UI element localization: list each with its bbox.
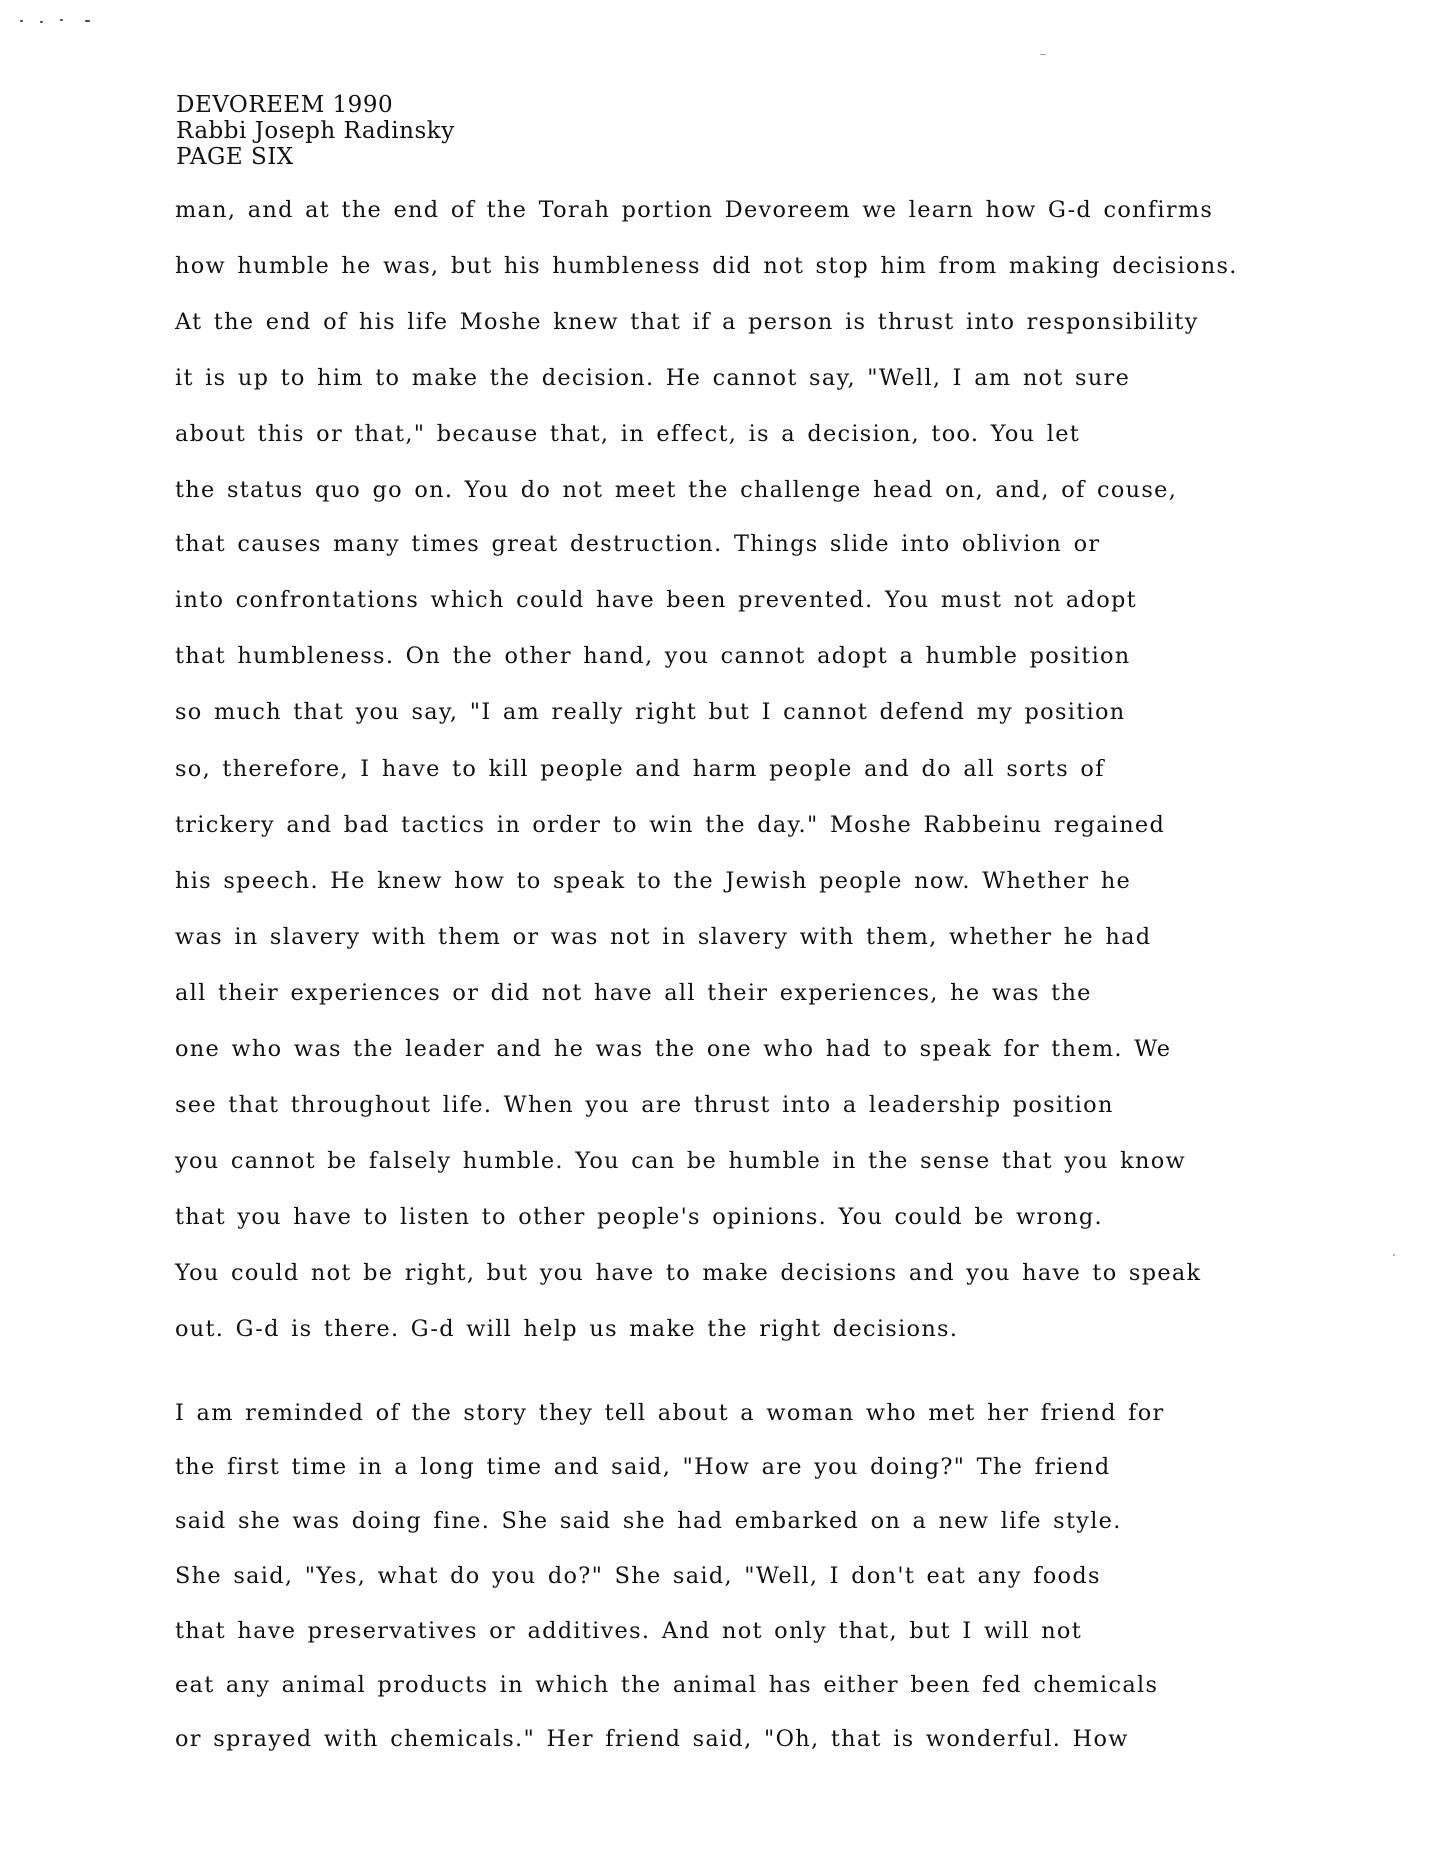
text-line: about this or that," because that, in effect, is a decision, too. You let [175, 421, 1081, 447]
scan-speck [1393, 1254, 1395, 1256]
scan-speck [40, 21, 43, 23]
text-line: it is up to him to make the decision. He cannot say, "Well, I am not sure [175, 365, 1131, 391]
text-line: out. G-d is there. G-d will help us make the right decisions. [175, 1316, 959, 1342]
text-line: one who was the leader and he was the one who had to speak for them. We [175, 1036, 1172, 1062]
text-line: so much that you say, "I am really right but I cannot defend my position [175, 699, 1126, 725]
text-line: You could not be right, but you have to make decisions and you have to speak [175, 1260, 1202, 1286]
text-line: his speech. He knew how to speak to the Jewish people now. Whether he [175, 868, 1132, 894]
header-title: DEVOREEM 1990 [176, 92, 394, 118]
text-line: all their experiences or did not have all their experiences, he was the [175, 980, 1092, 1006]
text-line: the status quo go on. You do not meet the challenge head on, and, of couse, [175, 477, 1178, 503]
text-line: or sprayed with chemicals." Her friend said, "Oh, that is wonderful. How [175, 1726, 1129, 1752]
text-line: that have preservatives or additives. And not only that, but I will not [175, 1618, 1083, 1644]
text-line: see that throughout life. When you are thrust into a leadership position [175, 1092, 1114, 1118]
text-line: into confrontations which could have been prevented. You must not adopt [175, 587, 1137, 613]
text-line: you cannot be falsely humble. You can be humble in the sense that you know [175, 1148, 1187, 1174]
text-line: man, and at the end of the Torah portion Devoreem we learn how G-d confirms [175, 197, 1214, 223]
text-line: eat any animal products in which the animal has either been fed chemicals [175, 1672, 1159, 1698]
document-header [176, 92, 455, 170]
text-line: I am reminded of the story they tell about a woman who met her friend for [175, 1400, 1165, 1426]
text-line: that humbleness. On the other hand, you cannot adopt a humble position [175, 643, 1131, 669]
text-line: said she was doing fine. She said she had embarked on a new life style. [175, 1508, 1122, 1534]
text-line: that causes many times great destruction. Things slide into oblivion or [175, 531, 1101, 557]
text-line: how humble he was, but his humbleness did not stop him from making decisions. [175, 253, 1238, 279]
text-line: was in slavery with them or was not in slavery with them, whether he had [175, 924, 1152, 950]
text-line: trickery and bad tactics in order to win the day." Moshe Rabbeinu regained [175, 812, 1166, 838]
text-line: so, therefore, I have to kill people and harm people and do all sorts of [175, 756, 1105, 782]
scan-speck [20, 20, 23, 22]
text-line: She said, "Yes, what do you do?" She said, "Well, I don't eat any foods [175, 1563, 1101, 1589]
text-line: that you have to listen to other people's opinions. You could be wrong. [175, 1204, 1103, 1230]
text-line: At the end of his life Moshe knew that if a person is thrust into responsibility [175, 309, 1199, 335]
scan-speck [85, 20, 90, 22]
header-page-number: PAGE SIX [176, 144, 294, 170]
text-line: the first time in a long time and said, "How are you doing?" The friend [175, 1454, 1111, 1480]
scan-speck [1040, 54, 1046, 55]
header-author: Rabbi Joseph Radinsky [176, 118, 455, 144]
scan-speck [60, 19, 63, 21]
